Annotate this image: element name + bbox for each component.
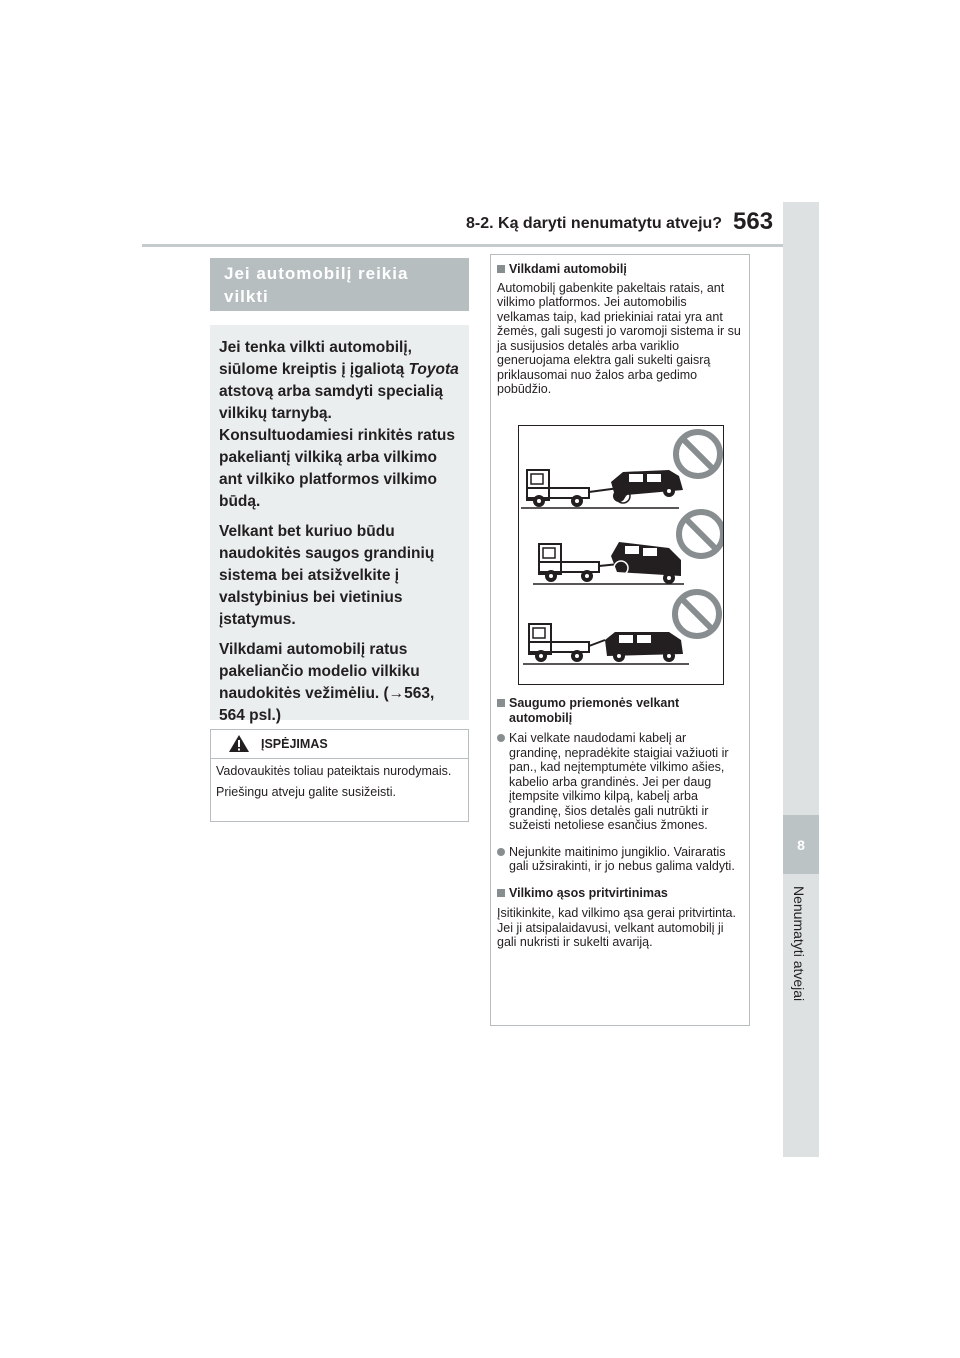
- intro-paragraph-2: Velkant bet kuriuo būdu naudokitės saugos grandinių sistema bei atsižvelkite į valstybinius bei vietinius įstatymus.: [219, 523, 435, 628]
- bullet-item: [497, 731, 741, 833]
- prohibited-icon: [675, 592, 719, 636]
- towing-prohibited-diagram: [519, 426, 723, 684]
- square-bullet-icon: [497, 265, 505, 273]
- square-bullet-icon: [497, 889, 505, 897]
- tow-scene-2: [533, 542, 684, 584]
- header-rule: [142, 244, 783, 247]
- intro-text: Jei tenka vilkti automobilį, siūlome kreiptis į įgaliotą: [219, 339, 412, 378]
- warning-body: [211, 759, 468, 800]
- safety-subheading: [497, 696, 741, 725]
- warning-box: [210, 729, 469, 822]
- warning-triangle-icon: [228, 734, 250, 753]
- towing-section: [497, 262, 741, 397]
- intro-paragraph-1: [219, 337, 461, 513]
- prohibited-icon: [679, 512, 723, 556]
- chapter-number-tab: 8: [783, 815, 819, 874]
- towing-body: Automobilį gabenkite pakeltais ratais, ant vilkimo platformos. Jei automobilis velkamas taip, kad priekiniai ratai yra ant žemės, gali sugesti jo varomoji sistema ir su ja susijusios detalės arba variklio generuojama elektra gali sukelti gaisrą priklausomai nuo žalos arba gedimo pobūdžio.: [497, 280, 741, 396]
- running-header: 8-2. Ką daryti nenumatytu atveju?: [466, 215, 723, 232]
- hitch-body: Įsitikinkite, kad vilkimo ąsa gerai pritvirtinta. Jei ji atsipalaidavusi, velkant automobilį ji gali nukristi ir sukelti avariją.: [497, 906, 736, 949]
- towing-info-box: [490, 254, 750, 1026]
- intro-text: atstovą arba samdyti specialią vilkikų tarnybą. Konsultuodamiesi rinkitės ratus pakeliantį vilkiką arba vilkimo ant vilkiko platformos vilkimo būdą.: [219, 383, 455, 510]
- warning-line: Vadovaukitės toliau pateiktais nurodymais.: [216, 764, 452, 778]
- subheading-text: Vilkdami automobilį: [509, 262, 627, 276]
- chapter-side-tab: [783, 202, 819, 1157]
- tow-scene-1: [521, 470, 683, 508]
- towing-methods-illustration: [518, 425, 724, 685]
- warning-title: ĮSPĖJIMAS: [261, 737, 328, 751]
- brand-name: Toyota: [408, 361, 459, 378]
- towing-subheading: [497, 262, 741, 277]
- warning-line: Priešingu atveju galite susižeisti.: [216, 785, 396, 799]
- round-bullet-icon: [497, 734, 505, 742]
- safety-section: [497, 696, 741, 950]
- subheading-text: Saugumo priemonės velkant automobilį: [509, 696, 680, 725]
- warning-header: [211, 730, 468, 759]
- bullet-text: Nejunkite maitinimo jungiklio. Vairaratis gali užsirakinti, ir jo nebus galima valdyti.: [509, 844, 735, 873]
- bullet-text: Kai velkate naudodami kabelį ar grandinę, nepradėkite staigiai važiuoti ir pan., kad neįtemptumėte vilkimo ašies, kabelio arba grandinės. Jei per daug įtempsite vilkimo kilpą, kabelį arba grandinę, šios detalės gali nutrūkti ir sužeisti netoliese esančius žmones.: [509, 731, 729, 832]
- bullet-item: [497, 845, 741, 874]
- round-bullet-icon: [497, 848, 505, 856]
- intro-box: [210, 325, 469, 724]
- intro-paragraph-3: Vilkdami automobilį ratus pakeliančio modelio vilkiku naudokitės vežimėliu. (→563, 564 psl.): [219, 641, 435, 724]
- section-title: Jei automobilį reikia vilkti: [210, 258, 469, 311]
- chapter-label: Nenumatyti atvejai: [791, 886, 807, 1002]
- prohibited-icon: [676, 432, 720, 476]
- square-bullet-icon: [497, 699, 505, 707]
- page-number: 563: [733, 208, 774, 235]
- tow-scene-3: [523, 624, 689, 664]
- hitch-subheading: [497, 886, 741, 901]
- subheading-text: Vilkimo ąsos pritvirtinimas: [509, 885, 668, 900]
